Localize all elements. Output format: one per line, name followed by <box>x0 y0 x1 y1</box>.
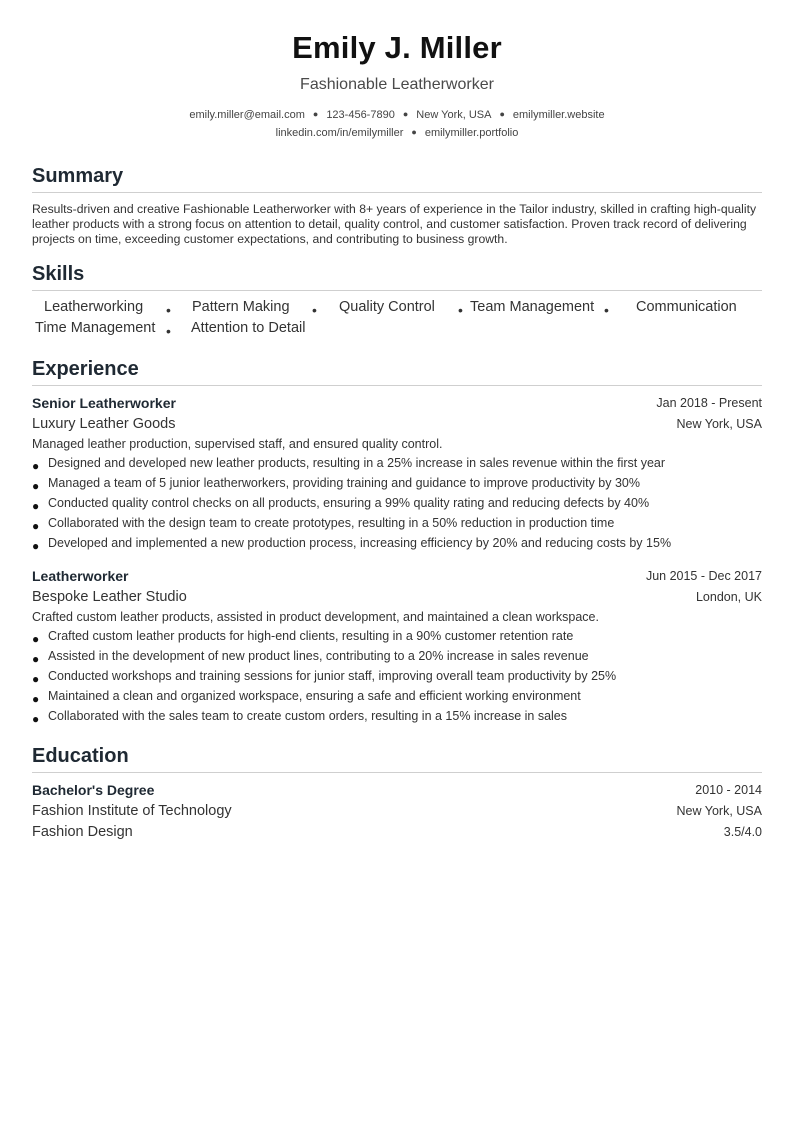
education-heading: Education <box>32 745 762 773</box>
skill-item: Time Management <box>35 320 156 336</box>
skill-item: Leatherworking <box>44 299 144 315</box>
job-company: Bespoke Leather Studio <box>32 589 187 605</box>
job-company: Luxury Leather Goods <box>32 416 176 432</box>
school-name: Fashion Institute of Technology <box>32 803 232 819</box>
skill-item: Communication <box>636 299 737 315</box>
list-item <box>32 495 762 515</box>
candidate-name: Emily J. Miller <box>292 30 502 65</box>
bullet-dot-icon: ● <box>32 459 40 473</box>
list-item <box>32 515 762 535</box>
bullet-text: Assisted in the development of new product lines, contributing to a 20% increase in sales revenue <box>48 649 589 663</box>
field-of-study: Fashion Design <box>32 824 133 840</box>
bullet-dot-icon: • <box>312 302 317 318</box>
job-title: Leatherworker <box>32 568 129 584</box>
bullet-dot-icon: ● <box>32 499 40 513</box>
degree-title: Bachelor's Degree <box>32 782 155 798</box>
bullet-dot-icon: ● <box>312 109 319 119</box>
skill-item: Pattern Making <box>192 299 290 315</box>
job-location: New York, USA <box>676 417 762 431</box>
list-item <box>32 688 762 708</box>
job-location: London, UK <box>695 590 762 604</box>
job-description: Crafted custom leather products, assisted in product development, and maintained a clean workspace. <box>32 610 599 624</box>
bullet-dot-icon: ● <box>411 127 417 137</box>
job-dates: Jan 2018 - Present <box>656 396 762 410</box>
linkedin-link[interactable]: linkedin.com/in/emilymiller <box>275 127 404 139</box>
bullet-dot-icon: ● <box>402 109 409 119</box>
contact-row-1 <box>32 109 762 121</box>
summary-heading: Summary <box>32 165 762 193</box>
list-item <box>32 455 762 475</box>
bullet-dot-icon: ● <box>32 672 40 686</box>
bullet-dot-icon: ● <box>32 539 40 553</box>
list-item <box>32 708 762 728</box>
bullet-text: Conducted workshops and training sessions for junior staff, improving overall team productivity by 25% <box>48 669 617 683</box>
gpa-text: 3.5/4.0 <box>723 825 762 839</box>
email-link[interactable]: emily.miller@email.com <box>189 109 305 121</box>
bullet-text: Conducted quality control checks on all products, ensuring a 99% quality rating and reducing defects by 40% <box>48 496 650 510</box>
job-dates: Jun 2015 - Dec 2017 <box>645 569 762 583</box>
skill-item: Quality Control <box>339 299 435 315</box>
job-bullet-list <box>32 455 762 555</box>
bullet-text: Crafted custom leather products for high-end clients, resulting in a 90% customer retention rate <box>48 629 574 643</box>
job-title: Senior Leatherworker <box>32 395 176 411</box>
education-dates: 2010 - 2014 <box>695 783 762 797</box>
bullet-dot-icon: • <box>166 323 171 339</box>
bullet-dot-icon: ● <box>32 712 40 726</box>
bullet-text: Designed and developed new leather products, resulting in a 25% increase in sales revenue within the first year <box>48 456 666 470</box>
bullet-dot-icon: ● <box>32 632 40 646</box>
bullet-dot-icon: ● <box>32 479 40 493</box>
bullet-text: Collaborated with the sales team to create custom orders, resulting in a 15% increase in sales <box>48 709 568 723</box>
bullet-text: Managed a team of 5 junior leatherworkers, providing training and guidance to improve productivity by 30% <box>48 476 640 490</box>
location-text: New York, USA <box>416 109 492 121</box>
school-location: New York, USA <box>676 804 762 818</box>
portfolio-link[interactable]: emilymiller.portfolio <box>424 127 519 139</box>
bullet-text: Collaborated with the design team to create prototypes, resulting in a 50% reduction in production time <box>48 516 615 530</box>
bullet-text: Maintained a clean and organized workspace, ensuring a safe and efficient working environment <box>48 689 581 703</box>
bullet-dot-icon: ● <box>32 652 40 666</box>
bullet-dot-icon: ● <box>499 109 505 119</box>
list-item <box>32 475 762 495</box>
candidate-title: Fashionable Leatherworker <box>300 76 494 93</box>
experience-heading: Experience <box>32 358 762 386</box>
bullet-dot-icon: ● <box>32 519 40 533</box>
bullet-dot-icon: ● <box>32 692 40 706</box>
summary-text: Results-driven and creative Fashionable Leatherworker with 8+ years of experience in the Tailor industry, skilled in crafting high-quality leather products with a strong focus on attention to detail, quality control, and customer satisfaction. Proven track record of delivering projects on time, exceeding customer expectations, and contributing to business growth. <box>32 202 757 246</box>
list-item <box>32 668 762 688</box>
list-item <box>32 535 762 555</box>
skill-item: Attention to Detail <box>191 320 306 336</box>
skill-item: Team Management <box>470 299 595 315</box>
bullet-dot-icon: • <box>604 302 609 318</box>
bullet-dot-icon: • <box>458 302 463 318</box>
contact-row-2 <box>32 127 762 139</box>
job-bullet-list <box>32 628 762 728</box>
website-link[interactable]: emilymiller.website <box>512 109 605 121</box>
list-item <box>32 648 762 668</box>
job-description: Managed leather production, supervised staff, and ensured quality control. <box>32 437 443 451</box>
list-item <box>32 628 762 648</box>
bullet-text: Developed and implemented a new production process, increasing efficiency by 20% and reducing costs by 15% <box>48 536 672 550</box>
skills-heading: Skills <box>32 263 762 291</box>
phone-text: 123-456-7890 <box>326 109 395 121</box>
bullet-dot-icon: • <box>166 302 171 318</box>
